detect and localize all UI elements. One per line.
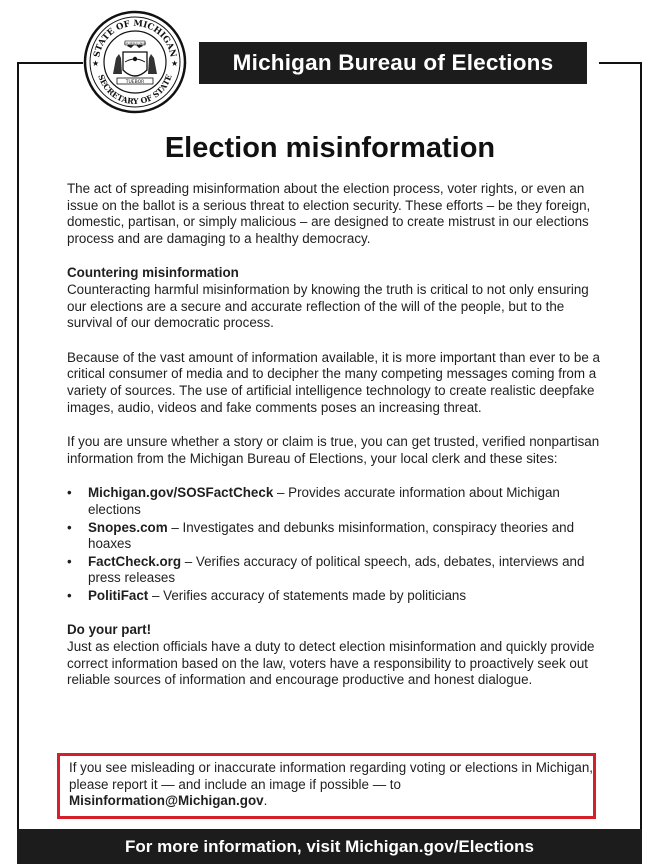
seal-bottom-text: SECRETARY OF STATE	[96, 73, 174, 107]
bullet-icon: •	[67, 553, 72, 569]
seal-inner-ribbon: E PLURIBUS UNUM	[123, 42, 147, 46]
svg-text:★: ★	[171, 59, 179, 68]
bullet-icon: •	[67, 485, 72, 501]
seal-top-text: STATE OF MICHIGAN	[92, 18, 178, 59]
page-title: Election misinformation	[164, 132, 496, 164]
intro-paragraph: The act of spreading misinformation about the election process, voter rights, or even an issue on the ballot is a serious threat to election security. These efforts – be they foreign, domestic, partisan, or simply malicious – are designed to create mistrust in our elections process and are damaging to a healthy democracy.	[67, 181, 591, 246]
countering-paragraph-3: If you are unsure whether a story or claim is true, you can get trusted, verified nonpartisan information from the Michigan Bureau of Elections, your local clerk and these sites:	[67, 434, 600, 466]
frame-gap-right	[587, 52, 599, 72]
report-callout-box	[57, 753, 596, 819]
site-link[interactable]: PolitiFact	[88, 587, 149, 603]
list-item	[67, 520, 607, 553]
site-description: – Investigates and debunks misinformation, conspiracy theories and hoaxes	[88, 519, 575, 552]
bullet-icon: •	[67, 587, 72, 603]
michigan-seal-logo	[83, 10, 187, 114]
main-content	[67, 181, 607, 689]
fact-check-sites-list	[67, 485, 607, 604]
list-item	[67, 588, 607, 605]
misinformation-email-link[interactable]: Misinformation@Michigan.gov	[69, 793, 264, 809]
countering-paragraph-1: Counteracting harmful misinformation by knowing the truth is critical to not only ensuring our elections are a secure and accurate reflection of the will of the people, but to the survival of our democratic process.	[67, 281, 589, 331]
frame-gap-left	[187, 52, 199, 72]
countering-heading: Countering misinformation	[67, 265, 239, 281]
site-link[interactable]: FactCheck.org	[88, 553, 182, 569]
site-description: – Provides accurate information about Michigan elections	[88, 485, 560, 517]
site-description: – Verifies accuracy of political speech, ads, debates, interviews and press releases	[88, 553, 585, 586]
seal-icon	[83, 10, 187, 114]
do-your-part-paragraph: Just as election officials have a duty to detect election misinformation and quickly provide correct information based on the law, voters have a responsibility to proactively seek out reliable sources of information and encourage productive and honest dialogue.	[67, 639, 595, 688]
callout-period: .	[263, 793, 268, 809]
site-link[interactable]: Michigan.gov/SOSFactCheck	[88, 485, 274, 501]
svg-text:★: ★	[92, 59, 100, 68]
bullet-icon: •	[67, 519, 72, 535]
site-link[interactable]: Snopes.com	[88, 519, 168, 535]
seal-ribbon-text: TUEBOR	[125, 80, 145, 85]
list-item	[67, 485, 607, 518]
header-bar	[199, 42, 587, 84]
countering-paragraph-2: Because of the vast amount of information available, it is more important than ever to be a critical consumer of media and to decipher the many competing messages coming from a variety of sources. The use of artificial intelligence technology to create realistic deepfake images, audio, videos and fake comments poses an increasing threat.	[67, 349, 600, 415]
callout-text: If you see misleading or inaccurate information regarding voting or elections in Michigan, please report it — and include an image if possible — to	[69, 760, 594, 792]
do-your-part-heading: Do your part!	[67, 622, 152, 638]
footer-text[interactable]: For more information, visit Michigan.gov/Elections	[125, 836, 534, 856]
org-name: Michigan Bureau of Elections	[232, 50, 554, 75]
footer-bar	[17, 829, 642, 864]
list-item	[67, 554, 607, 587]
site-description: – Verifies accuracy of statements made by politicians	[148, 587, 467, 603]
